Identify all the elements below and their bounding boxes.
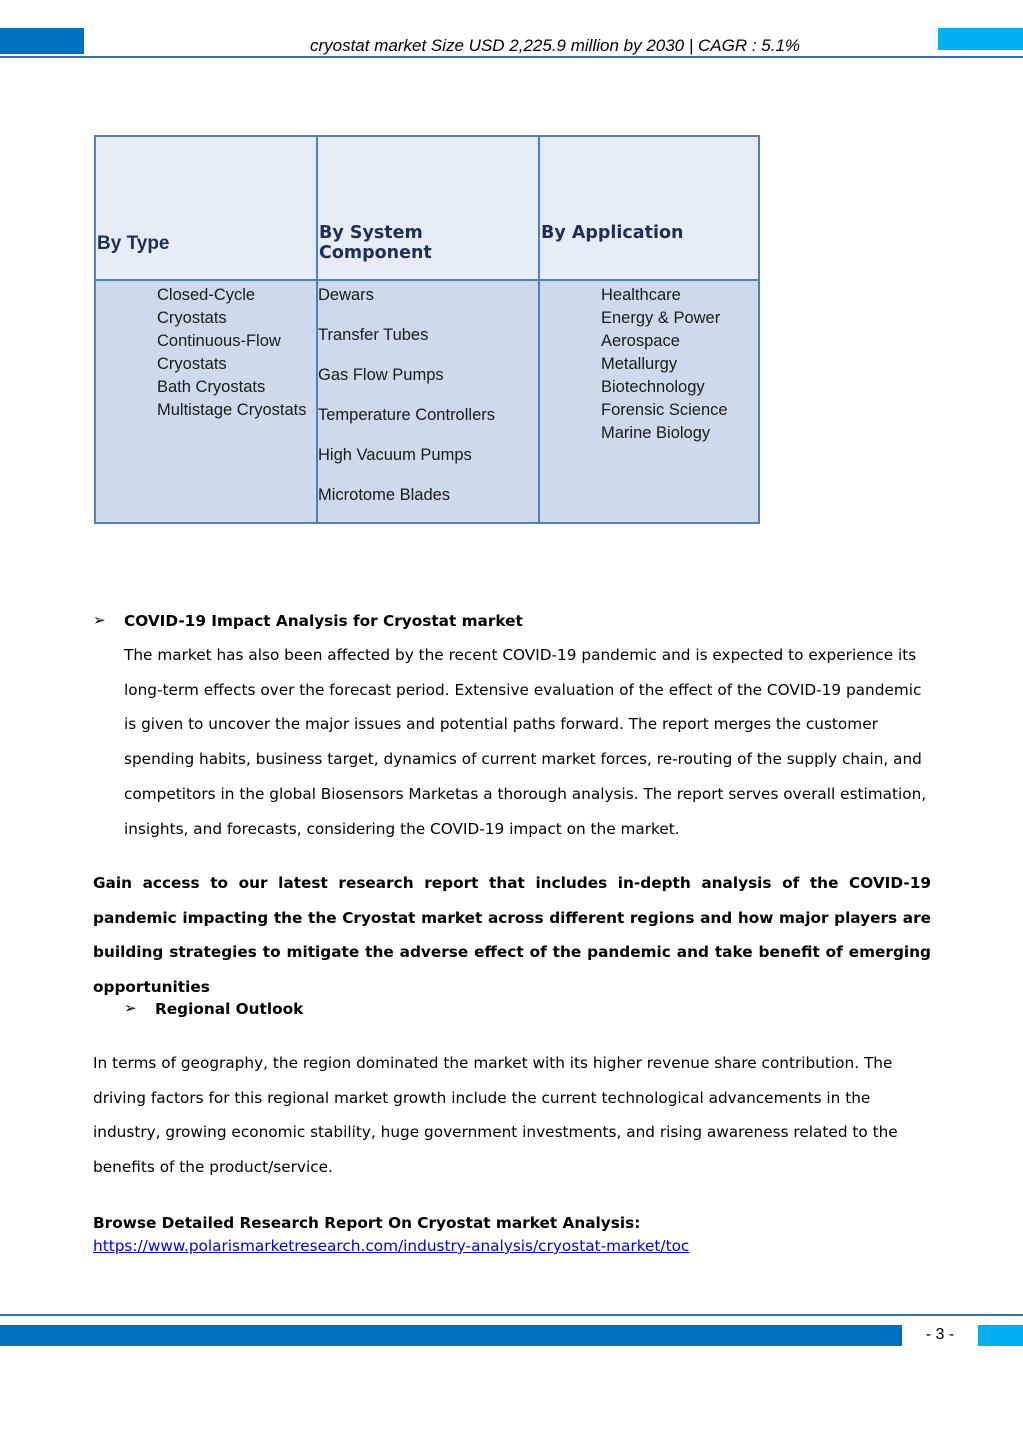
page-header-title: cryostat market Size USD 2,225.9 million by 2030 | CAGR : 5.1% — [309, 36, 801, 55]
header-divider — [0, 56, 1023, 58]
list-item: Microtome Blades — [318, 486, 451, 504]
browse-label: Browse Detailed Research Report On Cryostat market Analysis: — [93, 1214, 641, 1232]
header-cell-by-application — [538, 135, 760, 281]
list-item: Aerospace — [601, 332, 680, 350]
list-item: Gas Flow Pumps — [318, 366, 444, 384]
arrow-bullet-icon: ➢ — [124, 1000, 137, 1017]
list-item: Forensic Science — [601, 401, 728, 419]
header-label-by-application: By Application — [541, 223, 684, 243]
list-item: High Vacuum Pumps — [318, 446, 472, 464]
list-item: Marine Biology — [601, 424, 711, 442]
table-header-row — [94, 135, 761, 281]
list-item: Energy & Power — [601, 309, 721, 327]
list-item: Multistage Cryostats — [157, 401, 307, 419]
footer-bar — [0, 1325, 902, 1346]
application-list — [601, 284, 728, 445]
segmentation-table — [94, 135, 761, 524]
report-link[interactable]: https://www.polarismarketresearch.com/industry-analysis/cryostat-market/toc — [93, 1237, 690, 1255]
body-cell-by-system-component — [316, 281, 538, 524]
list-item: Closed-Cycle Cryostats — [157, 286, 256, 327]
header-label-by-system-component: By System Component — [319, 223, 432, 263]
list-item: Temperature Controllers — [318, 406, 495, 424]
table-body-row — [94, 281, 761, 524]
cta-paragraph: Gain access to our latest research report that includes in-depth analysis of the COVID-19 pandemic impacting the the Cryostat market across different regions and how major players are building strategies to mitigate the adverse effect of the pandemic and take benefit of emerging opportunities — [93, 874, 931, 997]
header-cell-by-system-component — [316, 135, 538, 281]
list-item: Transfer Tubes — [318, 326, 429, 344]
body-cell-by-application — [538, 281, 760, 524]
page-number: - 3 - — [925, 1326, 955, 1343]
list-item: Metallurgy — [601, 355, 678, 373]
list-item: Biotechnology — [601, 378, 705, 396]
body-cell-by-type — [94, 281, 316, 524]
covid-heading: COVID-19 Impact Analysis for Cryostat market — [124, 612, 523, 630]
header-label-by-type: By Type — [97, 233, 170, 254]
arrow-bullet-icon: ➢ — [93, 612, 106, 629]
covid-body: The market has also been affected by the recent COVID-19 pandemic and is expected to experience its long-term effects over the forecast period. Extensive evaluation of the effect of the COVID-19 pandemic is given to uncover the major issues and potential paths forward. The report merges the customer spending habits, business target, dynamics of current market forces, re-routing of the supply chain, and competitors in the global Biosensors Marketas a thorough analysis. The report serves overall estimation, insights, and forecasts, considering the COVID-19 impact on the market. — [124, 646, 927, 838]
footer-divider — [0, 1314, 1023, 1316]
header-accent-right — [938, 28, 1023, 50]
footer-accent-right — [978, 1325, 1023, 1346]
component-list — [318, 284, 495, 524]
header-cell-by-type — [94, 135, 316, 281]
header-accent-left — [0, 28, 84, 54]
type-list — [157, 284, 327, 422]
list-item: Healthcare — [601, 286, 681, 304]
regional-body: In terms of geography, the region dominated the market with its higher revenue share contribution. The driving factors for this regional market growth include the current technological advancements in the industry, growing economic stability, huge government investments, and rising awareness related to the benefits of the product/service. — [93, 1054, 898, 1177]
list-item: Continuous-Flow Cryostats — [157, 332, 281, 373]
list-item: Dewars — [318, 286, 374, 304]
regional-heading: Regional Outlook — [155, 1000, 304, 1018]
list-item: Bath Cryostats — [157, 378, 266, 396]
